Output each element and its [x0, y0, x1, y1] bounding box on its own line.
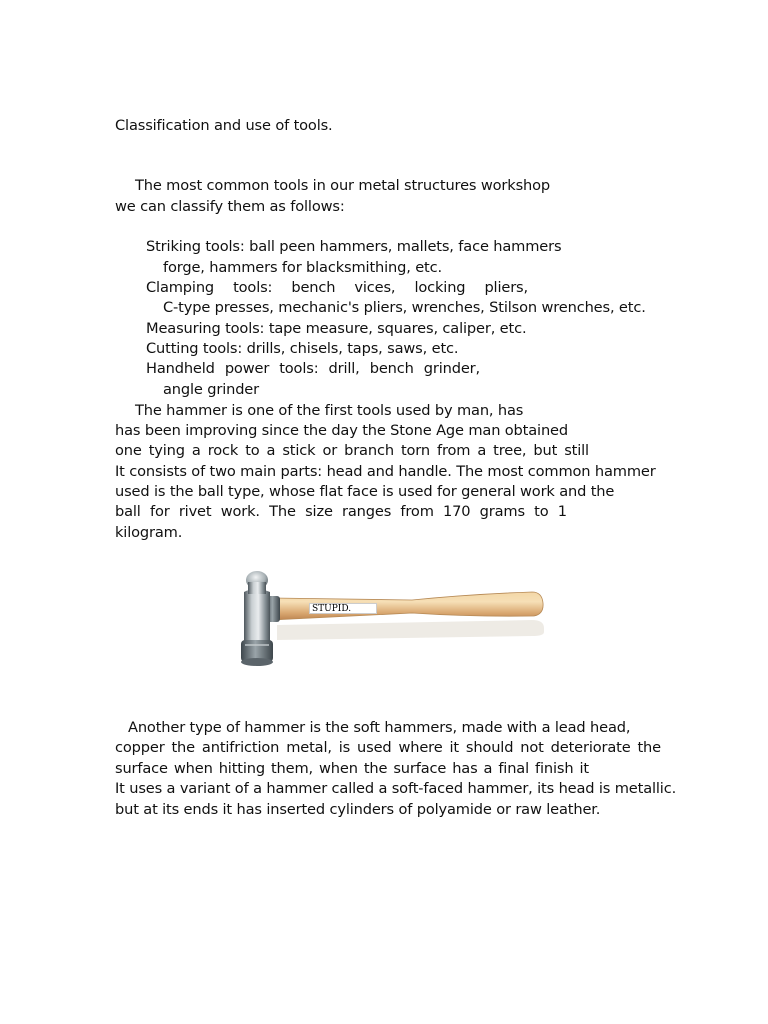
word: locking: [414, 279, 466, 296]
bullet-handheld-cont: angle grinder: [163, 381, 259, 398]
word: one: [115, 442, 142, 459]
bullet-striking-cont: forge, hammers for blacksmithing, etc.: [163, 259, 442, 276]
word: size: [305, 503, 333, 520]
word: but: [533, 442, 558, 459]
hammer-image: [232, 570, 552, 675]
word: the: [637, 739, 661, 756]
word: has: [452, 760, 478, 777]
word: where: [398, 739, 443, 756]
word: rivet: [178, 503, 212, 520]
word: The: [269, 503, 296, 520]
word: 170: [443, 503, 471, 520]
word: grinder,: [423, 360, 480, 377]
word: used: [357, 739, 392, 756]
word: a: [477, 442, 487, 459]
word: a: [266, 442, 276, 459]
para1-line-6: [115, 502, 567, 522]
para1-line-1: The hammer is one of the first tools used by man, has: [135, 402, 524, 419]
word: grams: [479, 503, 525, 520]
bullet-striking: [142, 237, 561, 258]
word: not: [520, 739, 544, 756]
page-title: Classification and use of tools.: [115, 117, 333, 134]
para2-line-5: but at its ends it has inserted cylinders of polyamide or raw leather.: [115, 801, 601, 818]
para2-line-3: [115, 759, 589, 779]
image-label: STUPID.: [309, 603, 377, 614]
word: to: [534, 503, 549, 520]
word: when: [173, 760, 213, 777]
word: to: [245, 442, 260, 459]
para2-line-4: It uses a variant of a hammer called a soft-faced hammer, its head is metallic.: [115, 780, 677, 797]
word: the: [363, 760, 388, 777]
word: copper: [115, 739, 165, 756]
word: hitting: [218, 760, 265, 777]
word: tree,: [493, 442, 527, 459]
word: surface: [115, 760, 168, 777]
bullet-cutting: [142, 339, 458, 360]
para1-line-2: has been improving since the day the Stone Age man obtained: [115, 422, 568, 439]
word: 1: [557, 503, 567, 520]
bullet-handheld: [142, 359, 480, 380]
intro-line-2: we can classify them as follows:: [115, 198, 345, 215]
word: it: [579, 760, 589, 777]
word: drill,: [328, 360, 360, 377]
word: work.: [220, 503, 260, 520]
word: or: [322, 442, 338, 459]
para2-line-2: [115, 738, 661, 758]
bullet-text: Cutting tools: drills, chisels, taps, saws, etc.: [146, 340, 459, 357]
word: rock: [207, 442, 239, 459]
word: ball: [115, 503, 141, 520]
word: deteriorate: [550, 739, 631, 756]
word: for: [149, 503, 170, 520]
word: from: [400, 503, 434, 520]
para1-line-7: kilogram.: [115, 524, 183, 541]
word: bench: [291, 279, 336, 296]
intro-line-1: The most common tools in our metal structures workshop: [135, 177, 551, 194]
word: pliers,: [484, 279, 528, 296]
word: should: [465, 739, 514, 756]
para1-line-3: [115, 441, 589, 461]
bullet-measuring: [142, 319, 526, 340]
word: stick: [282, 442, 316, 459]
word: Clamping: [146, 279, 215, 296]
word: them,: [270, 760, 314, 777]
word: finish: [535, 760, 574, 777]
word: antifriction: [201, 739, 280, 756]
word: tools:: [233, 279, 273, 296]
bullet-clamping-cont: C-type presses, mechanic's pliers, wrenches, Stilson wrenches, etc.: [163, 299, 646, 316]
word: final: [498, 760, 530, 777]
word: vices,: [354, 279, 396, 296]
word: surface: [393, 760, 447, 777]
word: is: [338, 739, 351, 756]
bullet-clamping: [142, 278, 528, 299]
word: it: [449, 739, 459, 756]
word: tying: [148, 442, 185, 459]
word: tools:: [279, 360, 319, 377]
para2-line-1: Another type of hammer is the soft hammers, made with a lead head,: [128, 719, 631, 736]
word: branch: [344, 442, 394, 459]
para1-line-5: used is the ball type, whose flat face is used for general work and the: [115, 483, 615, 500]
word: torn: [400, 442, 430, 459]
para1-line-4: It consists of two main parts: head and handle. The most common hammer: [115, 463, 656, 480]
word: the: [171, 739, 195, 756]
word: ranges: [342, 503, 392, 520]
bullet-text: Striking tools: ball peen hammers, mallets, face hammers: [146, 238, 562, 255]
word: metal,: [286, 739, 332, 756]
bullet-text: Measuring tools: tape measure, squares, caliper, etc.: [146, 320, 527, 337]
word: a: [191, 442, 201, 459]
word: Handheld: [146, 360, 215, 377]
word: a: [483, 760, 493, 777]
word: from: [436, 442, 471, 459]
word: bench: [369, 360, 414, 377]
word: still: [564, 442, 589, 459]
word: when: [319, 760, 358, 777]
word: power: [224, 360, 270, 377]
